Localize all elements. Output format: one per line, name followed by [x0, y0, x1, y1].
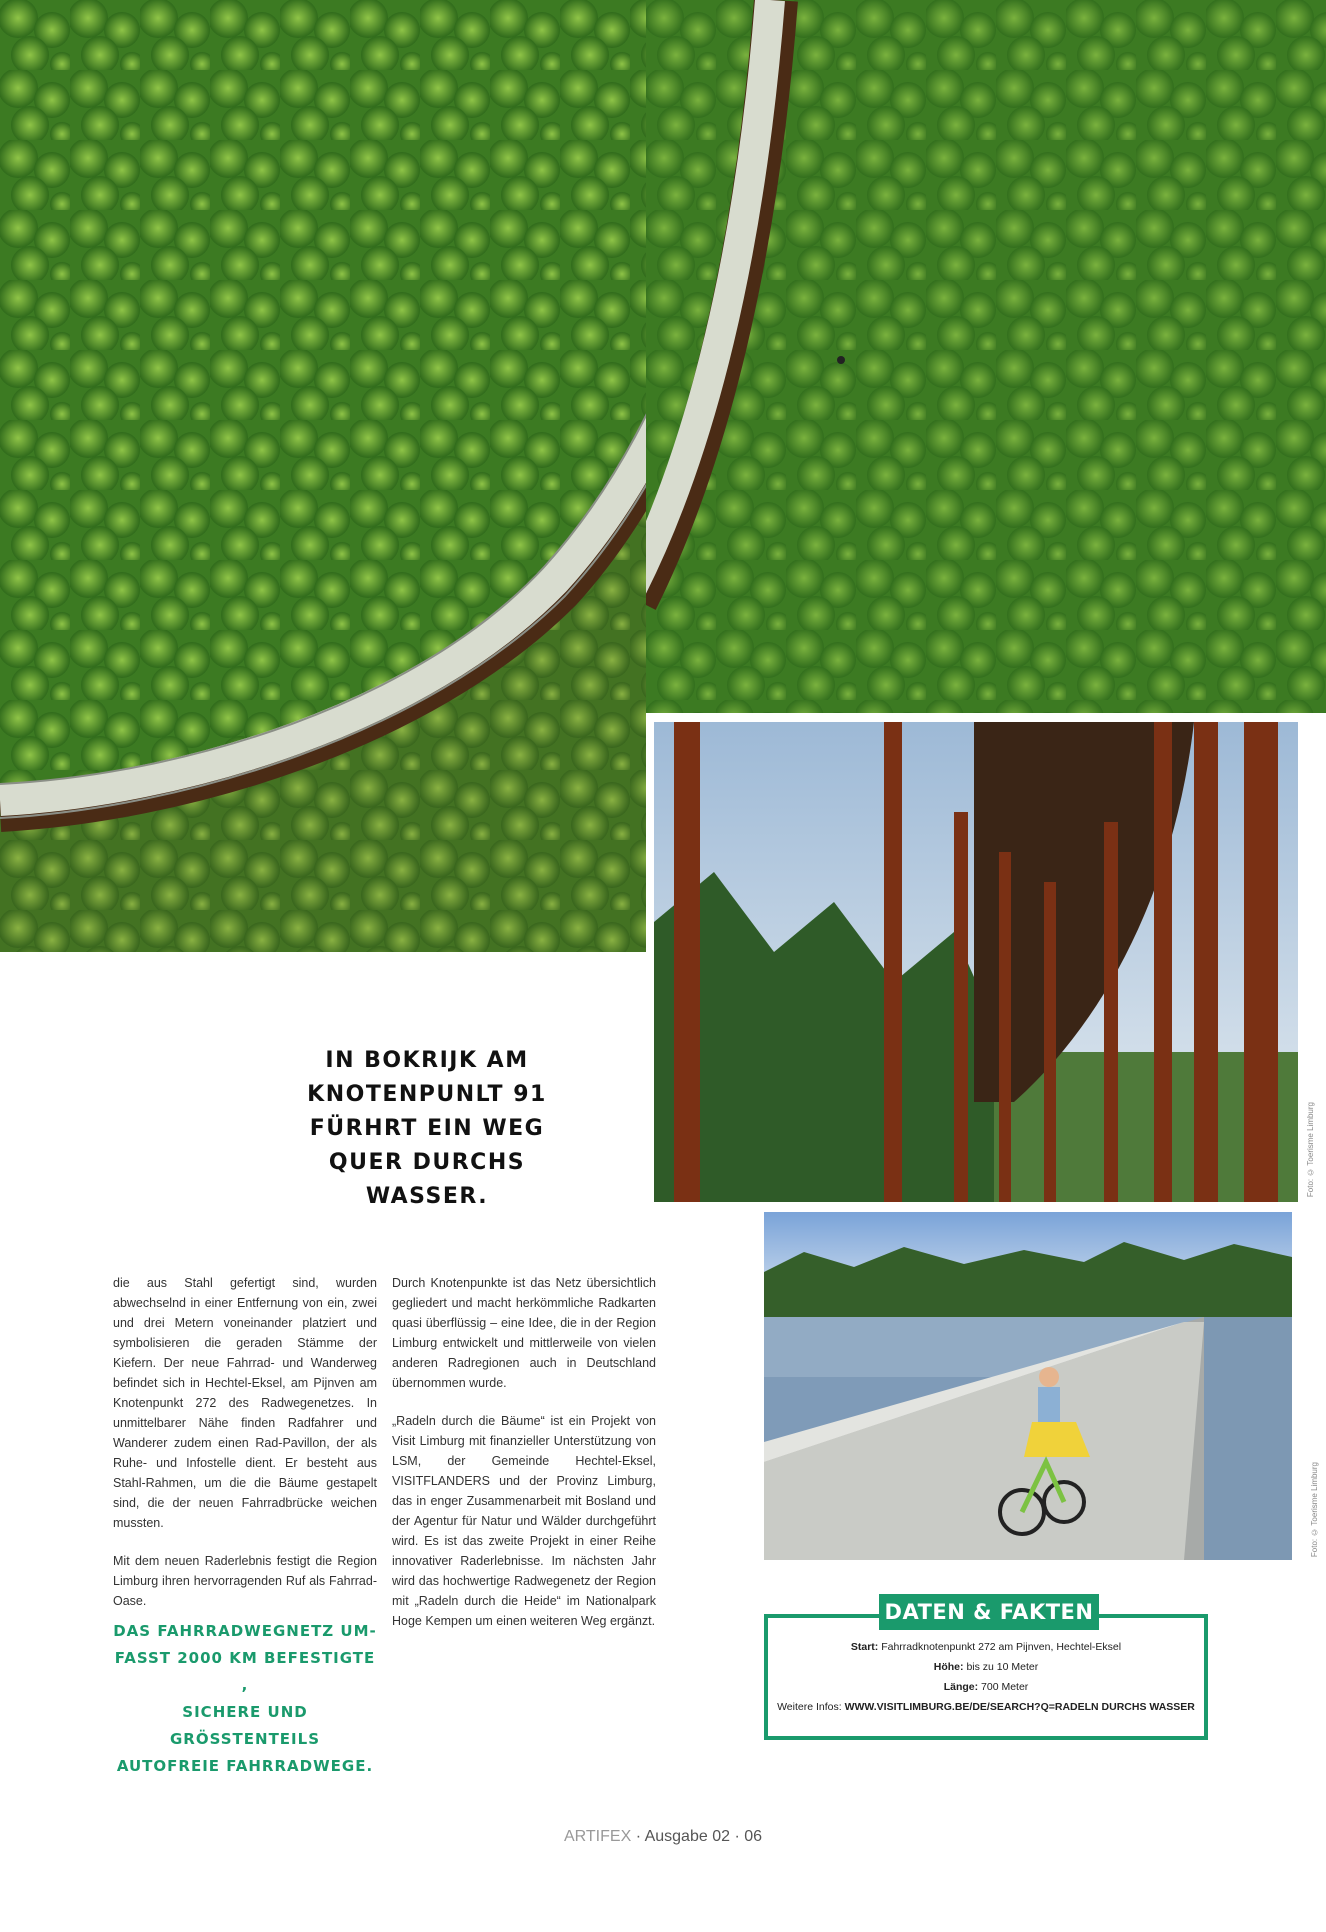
pull-quote-line-3: SICHERE UND GRÖSSTENTEILS [170, 1703, 320, 1748]
pull-quote-line-1: DAS FAHRRADWEGNETZ UM- [113, 1622, 377, 1640]
facts-info [766, 1701, 1206, 1713]
page-footer [520, 1828, 806, 1846]
facts-info-link[interactable]: WWW.VISITLIMBURG.BE/DE/SEARCH?Q=RADELN DURCHS WASSER [844, 1701, 1195, 1713]
aerial-forest-photo [0, 0, 646, 952]
body-column-left [113, 1273, 377, 1629]
photo-credit-bridge: Foto: © Toerisme Limburg [1306, 1102, 1315, 1198]
facts-length [766, 1681, 1206, 1693]
facts-start-label: Start: [850, 1641, 879, 1653]
pull-quote-line-4: AUTOFREIE FAHRRADWEGE. [116, 1757, 374, 1775]
facts-info-label: Weitere Infos: [777, 1701, 842, 1713]
body-paragraph: „Radeln durch die Bäume“ ist ein Projekt von Visit Limburg mit finanzieller Unterstützung von LSM, der Gemeinde Hechtel-Eksel, VISITFLANDERS und der Provinz Limburg, das in enger Zusammenarbeit mit Bosland und der Agentur für Natur und Wälder durchgeführt wird. Es ist das zweite Projekt in einer Reihe innovativer Raderlebnisse. Im nächsten Jahr wird das hochwertige Radwegenetz der Region mit „Radeln durch die Heide“ im Nationalpark Hoge Kempen um einen weiteren Weg ergänzt. [392, 1414, 656, 1628]
pull-quote [112, 1618, 378, 1780]
body-paragraph: Durch Knotenpunkte ist das Netz übersichtlich gegliedert und macht herkömmliche Radkarten quasi überflüssig – eine Idee, die in der Region Limburg entwickelt und mittlerweile von vielen anderen Radregionen auch in Deutschland übernommen wurde. [392, 1276, 656, 1390]
headline-line-2: KNOTENPUNLT 91 [307, 1082, 547, 1107]
headline-line-1: IN BOKRIJK AM [325, 1048, 529, 1073]
headline-line-5: WASSER. [365, 1184, 489, 1209]
facts-title: DATEN & FAKTEN [879, 1594, 1099, 1630]
facts-length-value: 700 Meter [981, 1681, 1029, 1693]
cyclist-water-path-photo [764, 1212, 1292, 1560]
body-paragraph: Mit dem neuen Raderlebnis festigt die Region Limburg ihren hervorragenden Ruf als Fahrrad-Oase. [113, 1554, 377, 1608]
facts-start [766, 1641, 1206, 1653]
facts-height-value: bis zu 10 Meter [966, 1661, 1039, 1673]
facts-height [766, 1661, 1206, 1673]
footer-issue: · Ausgabe 02 · 06 [631, 1828, 763, 1845]
body-column-right [392, 1273, 656, 1649]
facts-length-label: Länge: [943, 1681, 979, 1693]
bridge-from-below-photo [654, 722, 1298, 1202]
headline-line-4: QUER DURCHS [328, 1150, 526, 1175]
aerial-forest-photo-right [646, 0, 1326, 713]
facts-height-label: Höhe: [933, 1661, 964, 1673]
footer-brand: ARTIFEX [563, 1828, 632, 1845]
photo-credit-cyclist: Foto: © Toerisme Limburg [1310, 1462, 1319, 1558]
body-paragraph: die aus Stahl gefertigt sind, wurden abwechselnd in einer Entfernung von ein, zwei und drei Metern voneinander platziert und symbolisieren die geraden Stämme der Kiefern. Der neue Fahrrad- und Wanderweg befindet sich in Hechtel-Eksel, am Pijnven am Knotenpunkt 272 des Radwegenetzes. In unmittelbarer Nähe finden Radfahrer und Wanderer zudem einen Rad-Pavillon, der als Ruhe- und Infostelle dient. Er besteht aus Stahl-Rahmen, um die die Bäume gestapelt sind, die der neuen Fahrradbrücke weichen mussten. [113, 1276, 377, 1530]
headline-line-3: FÜRHRT EIN WEG [309, 1116, 545, 1141]
pull-quote-line-2: FASST 2000 KM BEFESTIGTE , [114, 1649, 376, 1694]
facts-start-value: Fahrradknotenpunkt 272 am Pijnven, Hechtel-Eksel [881, 1641, 1122, 1653]
headline [262, 1044, 592, 1214]
facts-box [764, 1614, 1208, 1740]
